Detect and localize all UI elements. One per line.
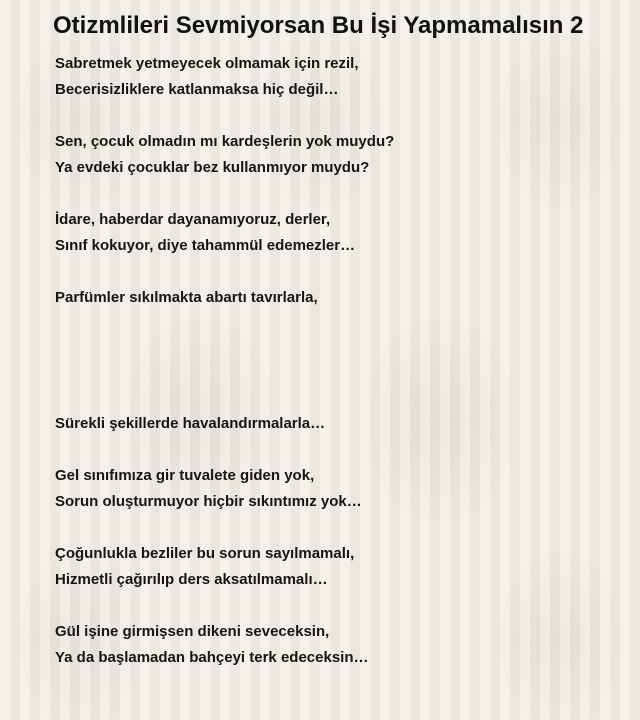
- poem-line: Sen, çocuk olmadın mı kardeşlerin yok muydu?: [55, 133, 395, 150]
- poem-line: Sabretmek yetmeyecek olmamak için rezil,: [55, 55, 359, 72]
- poem-line: Sürekli şekillerde havalandırmalarla…: [55, 415, 326, 432]
- poem-line: Sorun oluşturmuyor hiçbir sıkıntımız yok…: [55, 493, 362, 510]
- poem-line: Gül işine girmişsen dikeni seveceksin,: [55, 623, 330, 640]
- poem-line: Hizmetli çağırılıp ders aksatılmamalı…: [55, 571, 328, 588]
- poem-line: Gel sınıfımıza gir tuvalete giden yok,: [55, 467, 315, 484]
- poem-line: Becerisizliklere katlanmaksa hiç değil…: [55, 81, 339, 98]
- page-title: Otizmlileri Sevmiyorsan Bu İşi Yapmamalısın 2: [53, 12, 584, 39]
- poem-line: İdare, haberdar dayanamıyoruz, derler,: [55, 211, 331, 228]
- poem-line: Çoğunlukla bezliler bu sorun sayılmamalı,: [55, 545, 355, 562]
- poem-line: Parfümler sıkılmakta abartı tavırlarla,: [55, 289, 318, 306]
- poem-line: Ya evdeki çocuklar bez kullanmıyor muydu?: [55, 159, 370, 176]
- poem-line: Sınıf kokuyor, diye tahammül edemezler…: [55, 237, 356, 254]
- poem-line: Ya da başlamadan bahçeyi terk edeceksin…: [55, 649, 369, 666]
